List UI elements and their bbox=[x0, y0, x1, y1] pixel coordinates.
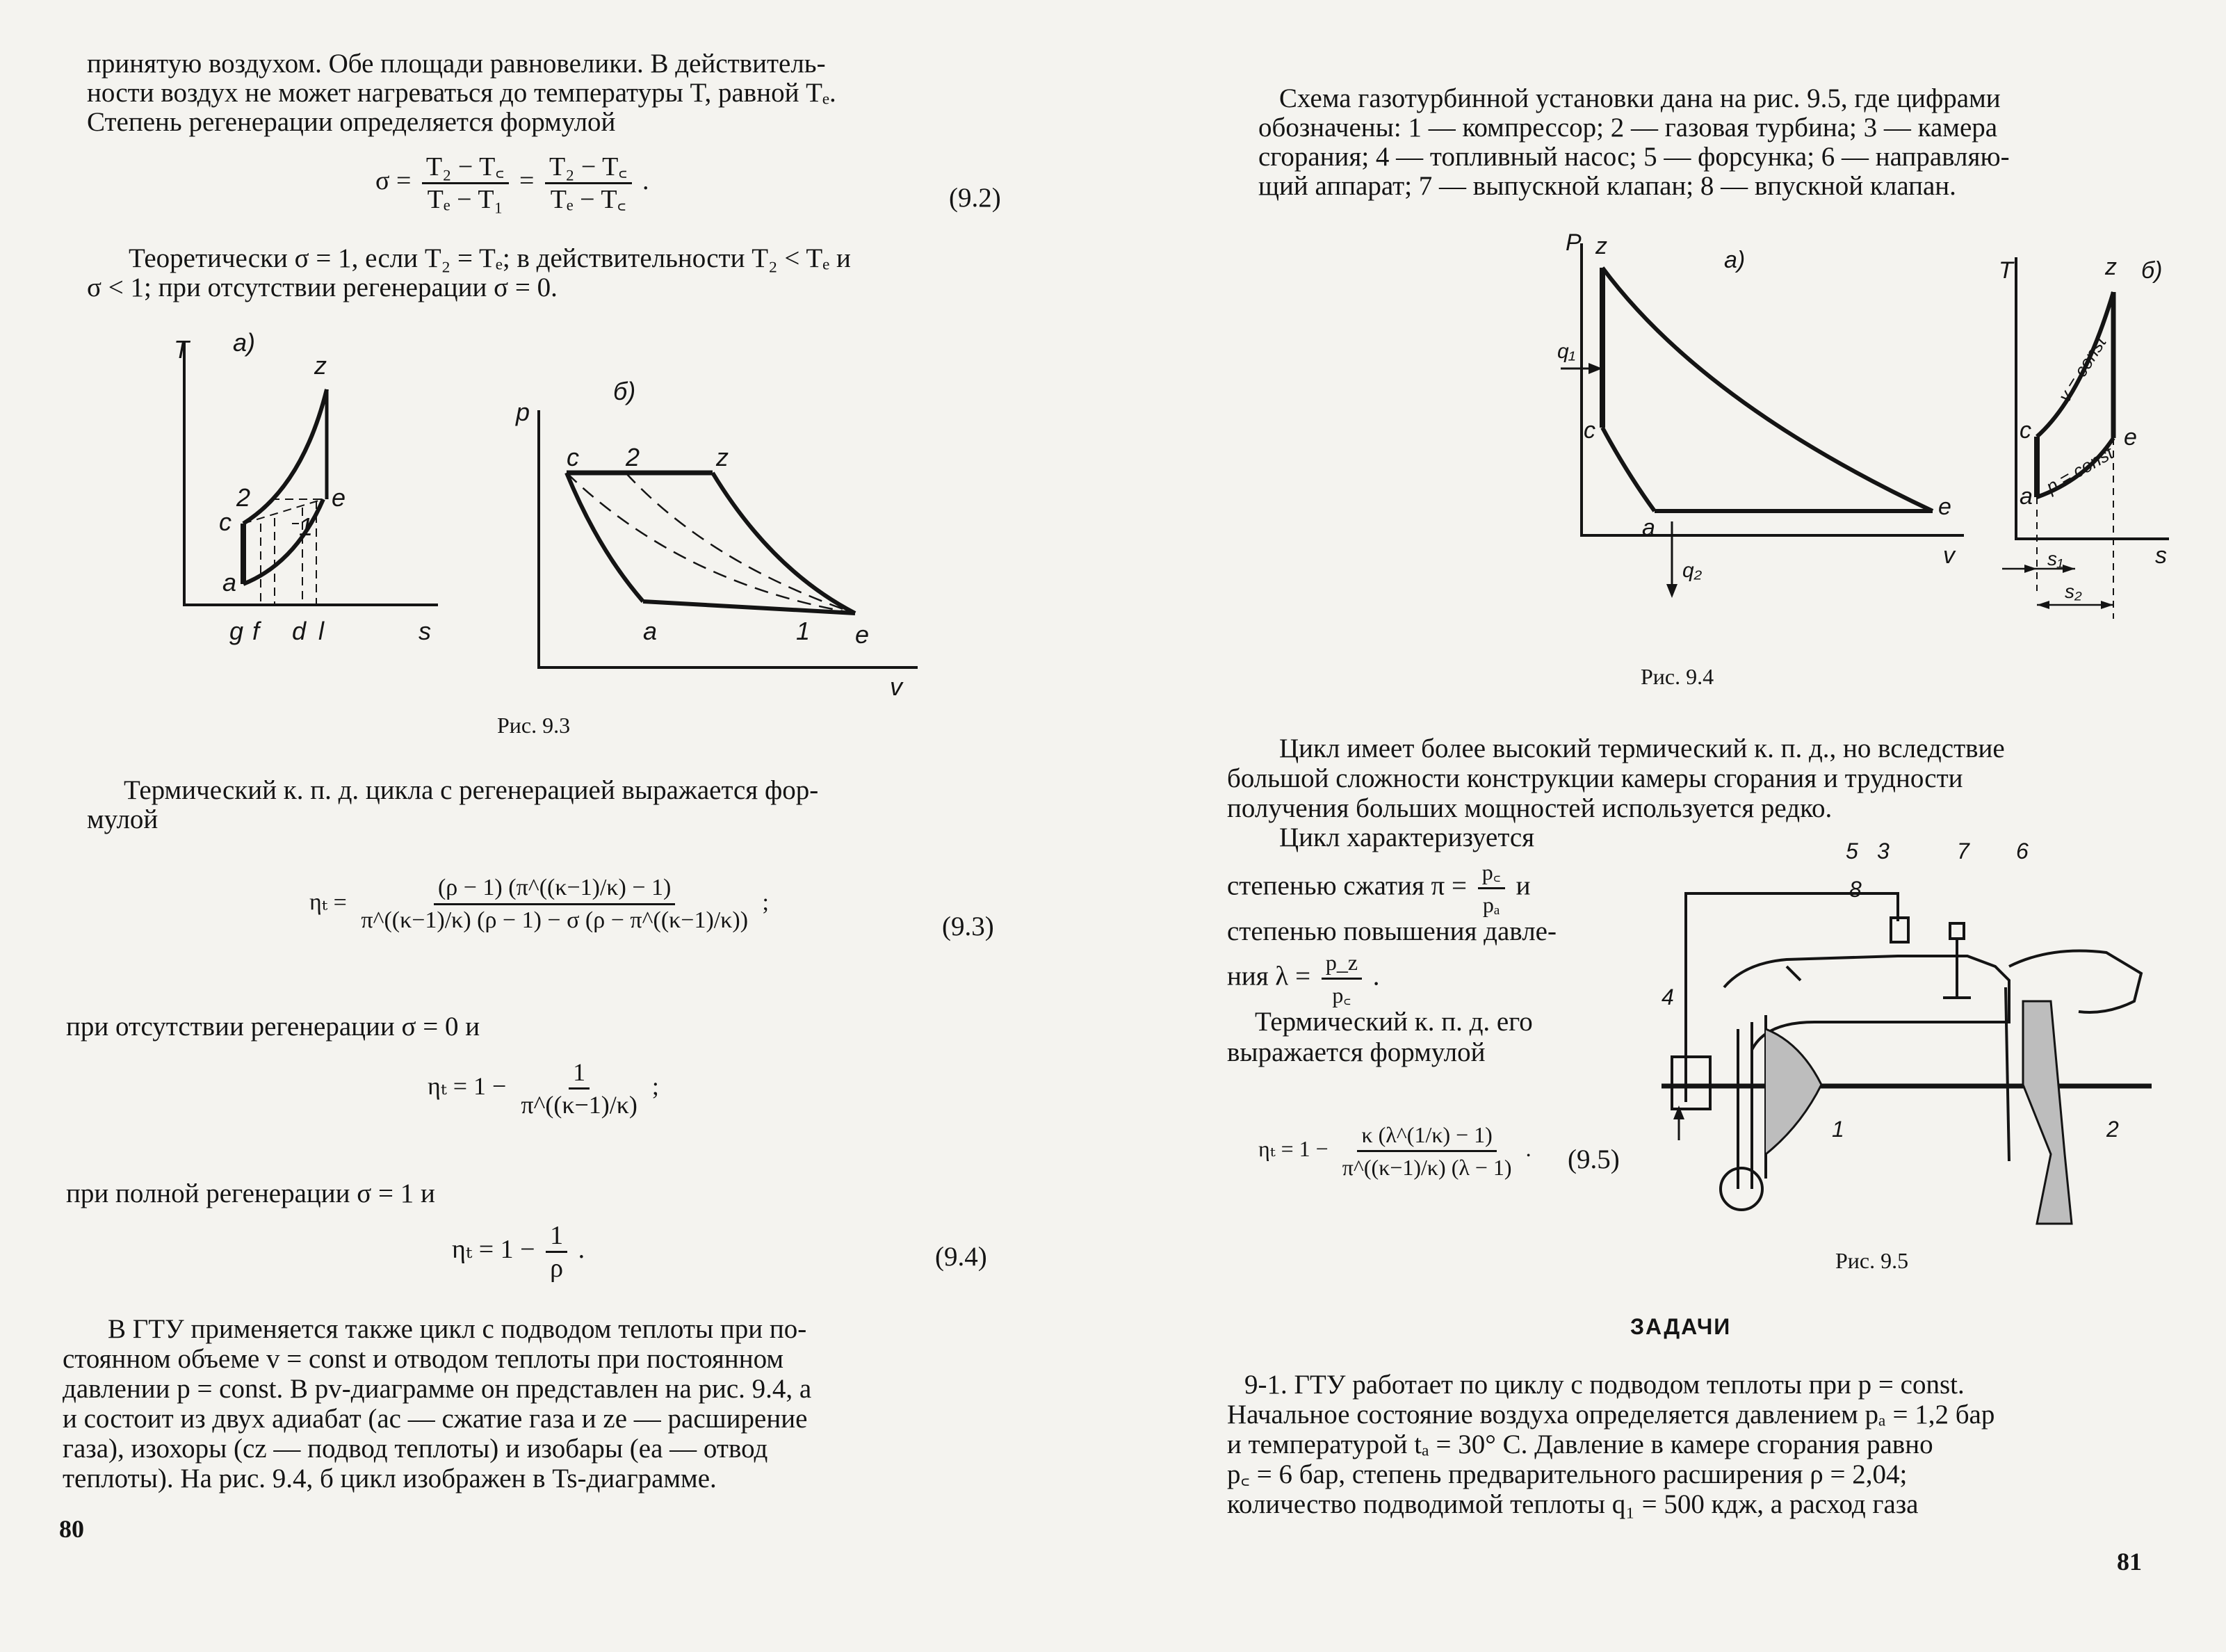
fraction bbox=[357, 873, 752, 936]
dashed-curve bbox=[567, 473, 855, 613]
formula-9-2 bbox=[375, 152, 649, 215]
panel-label: б) bbox=[2141, 257, 2163, 284]
point-label: 1 bbox=[299, 512, 314, 541]
denominator: π^((κ−1)/κ) (ρ − 1) − σ (ρ − π^((κ−1)/κ)) bbox=[361, 907, 749, 933]
equation-number-9-5: (9.5) bbox=[1568, 1144, 1620, 1174]
cycle-line-2: большой сложности конструкции камеры сгорания и трудности bbox=[1227, 763, 1963, 793]
figure-caption-9-4: Рис. 9.4 bbox=[1641, 664, 1714, 689]
point-label: c bbox=[219, 508, 231, 536]
arrowhead bbox=[2063, 565, 2075, 573]
point-label: c bbox=[2020, 417, 2031, 444]
denominator: π^((κ−1)/κ) (λ − 1) bbox=[1342, 1155, 1512, 1180]
page-number: 80 bbox=[59, 1515, 84, 1543]
point-label: 1 bbox=[796, 617, 811, 645]
curve-ca bbox=[567, 473, 643, 601]
formula-lhs: ηₜ = 1 − bbox=[1258, 1135, 1329, 1161]
tick-label: f bbox=[252, 617, 260, 645]
formula-lhs: ηₜ = 1 − bbox=[452, 1235, 535, 1265]
gtu-line-2: стоянном объеме v = const и отводом теплоты при постоянном bbox=[63, 1344, 784, 1374]
formula-lhs: σ = bbox=[375, 166, 412, 196]
numerator: T₂ − T꜀ bbox=[422, 152, 509, 184]
valve-7 bbox=[1950, 923, 1964, 939]
panel-label: а) bbox=[1724, 247, 1746, 273]
gtu-line-4: и состоит из двух адиабат (ac — сжатие газа и ze — расширение bbox=[63, 1404, 808, 1434]
denominator: pₐ bbox=[1482, 892, 1500, 917]
compressor-vanes bbox=[1738, 1015, 1766, 1189]
fraction bbox=[546, 1220, 567, 1283]
panel-label: б) bbox=[613, 377, 636, 405]
part-label: 4 bbox=[1662, 985, 1674, 1010]
axis-label: p bbox=[516, 398, 530, 426]
eff-line-1: Термический к. п. д. цикла с регенерацией выражается фор- bbox=[124, 775, 819, 805]
part-label: 1 bbox=[1832, 1117, 1844, 1142]
point-label: a bbox=[643, 617, 658, 645]
numerator: (ρ − 1) (π^((κ−1)/κ) − 1) bbox=[434, 873, 675, 905]
formula-tail: ; bbox=[762, 889, 769, 916]
point-label: e bbox=[1938, 494, 1951, 520]
numerator: T₂ − T꜀ bbox=[545, 152, 632, 184]
char-text: ния λ = bbox=[1227, 961, 1311, 991]
char-line-1: Цикл характеризуется bbox=[1279, 823, 1535, 852]
equation-number-9-3: (9.3) bbox=[942, 912, 994, 941]
air-intake bbox=[1721, 1168, 1762, 1210]
figure-9-5 bbox=[1662, 839, 2162, 1231]
arrowhead bbox=[2024, 565, 2037, 573]
formula-tail: ; bbox=[651, 1071, 659, 1100]
task-line-4: p꜀ = 6 бар, степень предварительного расширения ρ = 2,04; bbox=[1227, 1459, 1908, 1489]
inlet-valve bbox=[1787, 966, 1801, 980]
task-line-1: 9-1. ГТУ работает по циклу с подводом теплоты при p = const. bbox=[1244, 1370, 1965, 1400]
axis-label: T bbox=[174, 335, 189, 364]
outlet-valve bbox=[1943, 939, 1971, 998]
task-line-5: количество подводимой теплоты q₁ = 500 кдж, а расход газа bbox=[1227, 1489, 1919, 1519]
scheme-line-3: сгорания; 4 — топливный насос; 5 — форсунка; 6 — направляю- bbox=[1258, 142, 2010, 172]
scheme-line-2: обозначены: 1 — компрессор; 2 — газовая турбина; 3 — камера bbox=[1258, 113, 1998, 143]
fraction bbox=[422, 152, 509, 215]
part-label: 5 bbox=[1846, 839, 1858, 864]
page-number: 81 bbox=[2117, 1548, 2142, 1576]
heat-label: q₂ bbox=[1682, 559, 1703, 582]
point-label: z bbox=[716, 443, 729, 471]
point-label: a bbox=[2020, 483, 2033, 510]
char-line-6: выражается формулой bbox=[1227, 1037, 1486, 1067]
axis-ts bbox=[184, 341, 438, 605]
intro-line-2: ности воздух не может нагреваться до температуры T, равной Tₑ. bbox=[87, 78, 836, 108]
equals-sign: = bbox=[519, 166, 535, 196]
char-line-4 bbox=[1227, 947, 1380, 1010]
fraction bbox=[1478, 857, 1505, 920]
denominator: p꜀ bbox=[1332, 982, 1351, 1007]
arrowhead bbox=[2101, 601, 2113, 609]
denominator: Tₑ − T꜀ bbox=[550, 185, 626, 214]
formula-tail: . bbox=[578, 1235, 585, 1265]
point-label: 2 bbox=[236, 483, 251, 512]
char-text: . bbox=[1372, 961, 1380, 991]
point-label: a bbox=[222, 568, 237, 597]
numerator: 1 bbox=[546, 1220, 567, 1253]
axis-label: T bbox=[1999, 257, 2013, 284]
axis-label: s bbox=[2155, 542, 2167, 569]
point-label: e bbox=[2124, 424, 2137, 451]
heat-label: q₁ bbox=[1557, 340, 1576, 363]
part-label: 3 bbox=[1877, 839, 1890, 864]
point-label: a bbox=[1642, 515, 1655, 541]
denominator: ρ bbox=[550, 1254, 564, 1283]
gtu-line-5: газа), изохоры (cz — подвод теплоты) и изобары (ea — отвод bbox=[63, 1434, 768, 1464]
cycle-line-3: получения больших мощностей используется редко. bbox=[1227, 793, 1833, 823]
part-label: 8 bbox=[1849, 877, 1862, 902]
point-label: z bbox=[1595, 233, 1607, 259]
formula-lhs: ηₜ = bbox=[309, 889, 347, 916]
dimension-label: s₁ bbox=[2047, 548, 2063, 569]
char-text: степенью сжатия π = bbox=[1227, 870, 1467, 901]
isobar-label: p = const bbox=[2042, 442, 2118, 498]
formula-9-5 bbox=[1258, 1119, 1532, 1183]
isochore-label: v = const bbox=[2054, 332, 2111, 406]
point-label: 2 bbox=[626, 443, 640, 471]
fraction bbox=[1338, 1119, 1516, 1183]
intro-line-1: принятую воздухом. Обе площади равновелики. В действитель- bbox=[87, 49, 826, 79]
fraction bbox=[545, 152, 632, 215]
panel-label: а) bbox=[233, 328, 256, 357]
fraction bbox=[1322, 947, 1362, 1010]
turbine-rotor bbox=[2023, 1001, 2072, 1224]
point-label: z bbox=[314, 351, 327, 380]
scheme-line-4: щий аппарат; 7 — выпускной клапан; 8 — впускной клапан. bbox=[1258, 171, 1956, 201]
equation-number-9-2: (9.2) bbox=[949, 183, 1001, 213]
figure-9-3 bbox=[153, 327, 1057, 716]
eff-line-2: мулой bbox=[87, 804, 159, 834]
curve-ze bbox=[1602, 268, 1933, 511]
figure-9-4 bbox=[1321, 229, 2167, 633]
numerator: p_z bbox=[1322, 947, 1362, 980]
formula-9-4 bbox=[452, 1220, 585, 1283]
fuel-pump bbox=[1672, 1057, 1710, 1109]
point-label: z bbox=[2105, 254, 2117, 280]
axis-label: v bbox=[890, 672, 902, 701]
formula-no-regen bbox=[428, 1057, 659, 1120]
injector bbox=[1891, 918, 1908, 942]
curve-ze bbox=[713, 473, 855, 613]
denominator: Tₑ − T₁ bbox=[427, 185, 503, 214]
equation-number-9-4: (9.4) bbox=[935, 1242, 987, 1272]
arrowhead bbox=[1666, 584, 1677, 598]
denominator: π^((κ−1)/κ) bbox=[521, 1091, 637, 1119]
part-label: 2 bbox=[2106, 1117, 2119, 1142]
no-regen-line: при отсутствии регенерации σ = 0 и bbox=[66, 1012, 480, 1042]
char-line-5: Термический к. п. д. его bbox=[1255, 1007, 1533, 1037]
theory-line-2: σ < 1; при отсутствии регенерации σ = 0. bbox=[87, 273, 558, 302]
char-line-3: степенью повышения давле- bbox=[1227, 916, 1557, 946]
part-label: 6 bbox=[2016, 839, 2029, 864]
point-label: c bbox=[1584, 417, 1595, 444]
task-line-3: и температурой tₐ = 30° C. Давление в камере сгорания равно bbox=[1227, 1430, 1933, 1459]
numerator: 1 bbox=[569, 1057, 590, 1090]
tasks-heading: ЗАДАЧИ bbox=[1630, 1314, 1732, 1339]
cycle-line-1: Цикл имеет более высокий термический к. п. д., но вследствие bbox=[1279, 734, 2005, 763]
numerator: κ (λ^(1/κ) − 1) bbox=[1357, 1119, 1496, 1152]
tick-label: g bbox=[229, 617, 244, 645]
formula-lhs: ηₜ = 1 − bbox=[428, 1071, 507, 1100]
arrowhead bbox=[2037, 601, 2049, 609]
full-regen-line: при полной регенерации σ = 1 и bbox=[66, 1179, 435, 1208]
char-line-2 bbox=[1227, 857, 1530, 920]
axis-label: P bbox=[1566, 229, 1582, 256]
gtu-line-3: давлении p = const. В pv-диаграмме он представлен на рис. 9.4, а bbox=[63, 1374, 812, 1404]
point-label: e bbox=[855, 620, 870, 649]
right-page bbox=[1112, 0, 2226, 1652]
gtu-line-1: В ГТУ применяется также цикл с подводом теплоты при по- bbox=[108, 1314, 807, 1344]
formula-9-3 bbox=[309, 873, 769, 936]
fraction bbox=[517, 1057, 642, 1120]
formula-tail: . bbox=[642, 166, 649, 196]
curve-2z bbox=[243, 389, 327, 524]
axis-label: s bbox=[419, 617, 431, 645]
tick-label: l bbox=[318, 617, 324, 645]
dimension-label: s₂ bbox=[2065, 581, 2082, 602]
part-label: 7 bbox=[1957, 839, 1969, 864]
char-text: и bbox=[1516, 870, 1531, 901]
scheme-line-1: Схема газотурбинной установки дана на рис. 9.5, где цифрами bbox=[1279, 83, 2001, 113]
numerator: p꜀ bbox=[1478, 857, 1505, 889]
gtu-line-6: теплоты). На рис. 9.4, б цикл изображен в Ts-диаграмме. bbox=[63, 1464, 717, 1493]
left-page bbox=[0, 0, 1112, 1652]
axis-label: v bbox=[1943, 542, 1955, 569]
compressor-rotor bbox=[1766, 1029, 1821, 1154]
figure-caption-9-5: Рис. 9.5 bbox=[1835, 1248, 1909, 1273]
theory-line-1: Теоретически σ = 1, если T₂ = Tₑ; в действительности T₂ < Tₑ и bbox=[129, 243, 851, 273]
point-label: e bbox=[332, 483, 346, 512]
formula-tail: . bbox=[1525, 1135, 1532, 1161]
intro-line-3: Степень регенерации определяется формулой bbox=[87, 107, 616, 137]
figure-caption-9-3: Рис. 9.3 bbox=[497, 713, 571, 738]
tick-label: d bbox=[292, 617, 307, 645]
point-label: c bbox=[567, 443, 579, 471]
curve-ca bbox=[1602, 428, 1655, 511]
task-line-2: Начальное состояние воздуха определяется давлением pₐ = 1,2 бар bbox=[1227, 1400, 1995, 1430]
